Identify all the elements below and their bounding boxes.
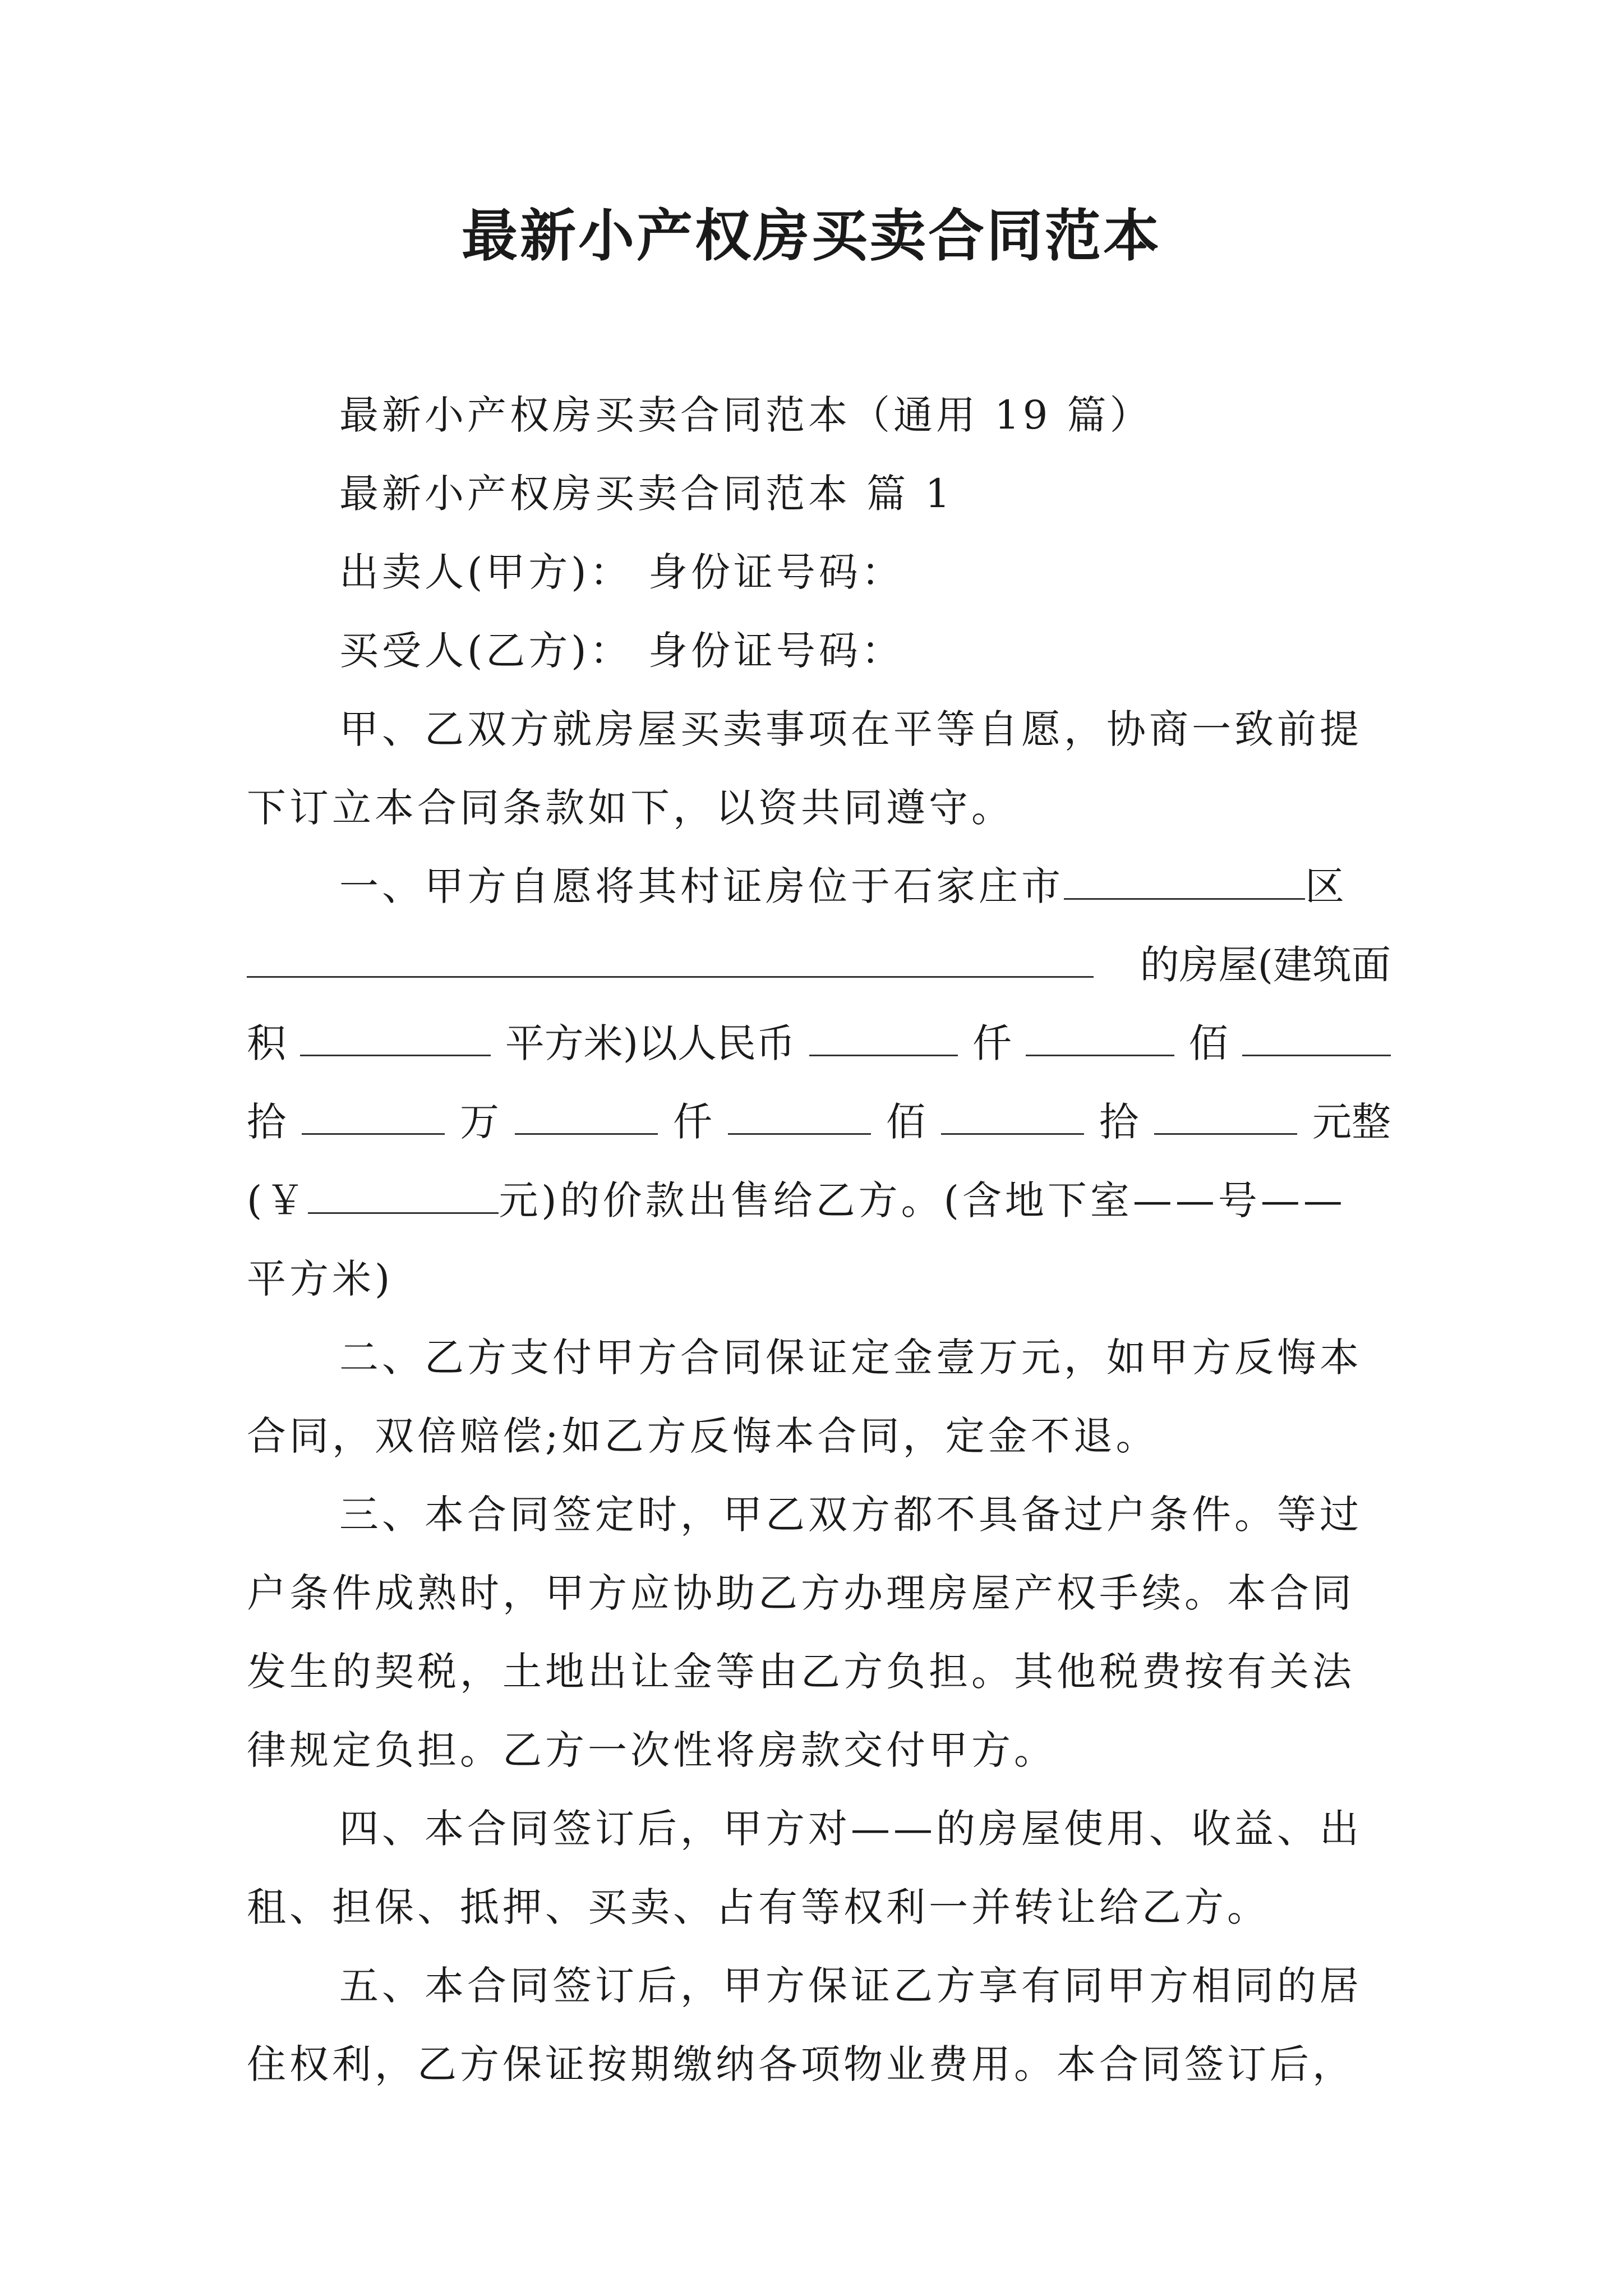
clause-2-line: 二、乙方支付甲方合同保证定金壹万元，如甲方反悔本: [339, 1335, 1362, 1381]
unit-label: 佰: [1188, 1020, 1228, 1066]
unit-label: 元整: [1312, 1099, 1391, 1145]
clause-3-line: 三、本合同签定时，甲乙双方都不具备过户条件。等过: [339, 1492, 1362, 1538]
clause-1-line: [247, 858, 1483, 914]
unit-label: 佰: [886, 1099, 925, 1145]
unit-label: 仟: [972, 1020, 1012, 1066]
seller-line: 出卖人(甲方)： 身份证号码：: [339, 549, 904, 595]
clause-3-line: 发生的契税，土地出让金等由乙方负担。其他税费按有关法: [247, 1649, 1355, 1695]
currency-blank: [308, 1173, 499, 1214]
area-label: 积: [247, 1020, 286, 1066]
section-heading: 最新小产权房买卖合同范本 篇 1: [339, 471, 954, 517]
paragraph-line: 下订立本合同条款如下，以资共同遵守。: [247, 785, 1014, 831]
amount-blank: [1026, 1015, 1174, 1056]
clause-1-line: [247, 1015, 1391, 1071]
unit-label: 仟: [673, 1099, 712, 1145]
document-title: 最新小产权房买卖合同范本: [462, 203, 1161, 269]
clause-3-line: 户条件成熟时，甲方应协助乙方办理房屋产权手续。本合同: [247, 1570, 1355, 1616]
buyer-line: 买受人(乙方)： 身份证号码：: [339, 628, 904, 674]
clause-2-line: 合同，双倍赔偿;如乙方反悔本合同，定金不退。: [247, 1413, 1159, 1459]
clause-1-line: [247, 937, 1391, 993]
clause-3-line: 律规定负担。乙方一次性将房款交付甲方。: [247, 1727, 1057, 1773]
district-blank: [1064, 859, 1305, 900]
clause-1-text: 元)的价款出售给乙方。(含地下室——号——: [499, 1177, 1346, 1223]
amount-blank: [515, 1094, 658, 1135]
amount-blank: [941, 1094, 1084, 1135]
amount-blank: [1242, 1015, 1391, 1056]
amount-blank: [728, 1094, 871, 1135]
clause-1-text: 的房屋(建筑面: [1140, 942, 1391, 988]
clause-4-line: 租、担保、抵押、买卖、占有等权利一并转让给乙方。: [247, 1884, 1270, 1930]
clause-1-line: [247, 1172, 1391, 1228]
address-blank: [247, 937, 1094, 978]
clause-4-line: 四、本合同签订后，甲方对——的房屋使用、收益、出: [339, 1806, 1362, 1852]
paragraph-line: 平方米): [247, 1256, 394, 1302]
price-label: 平方米)以人民币: [505, 1020, 796, 1066]
amount-blank: [809, 1015, 958, 1056]
unit-label: 拾: [247, 1099, 286, 1145]
amount-blank: [1154, 1094, 1297, 1135]
district-label: 区: [1305, 863, 1348, 909]
clause-5-line: 住权利，乙方保证按期缴纳各项物业费用。本合同签订后，: [247, 2041, 1355, 2087]
amount-blank: [302, 1094, 445, 1135]
unit-label: 拾: [1099, 1099, 1138, 1145]
paragraph-line: 甲、乙双方就房屋买卖事项在平等自愿，协商一致前提: [339, 706, 1362, 752]
clause-5-line: 五、本合同签订后，甲方保证乙方享有同甲方相同的居: [339, 1963, 1362, 2009]
area-blank: [300, 1015, 491, 1056]
currency-label: (￥: [247, 1177, 308, 1223]
clause-1-text: 一、甲方自愿将其村证房位于石家庄市: [339, 863, 1064, 909]
unit-label: 万: [460, 1099, 499, 1145]
subtitle-line: 最新小产权房买卖合同范本（通用 19 篇）: [339, 392, 1152, 438]
clause-1-line: [247, 1094, 1391, 1150]
